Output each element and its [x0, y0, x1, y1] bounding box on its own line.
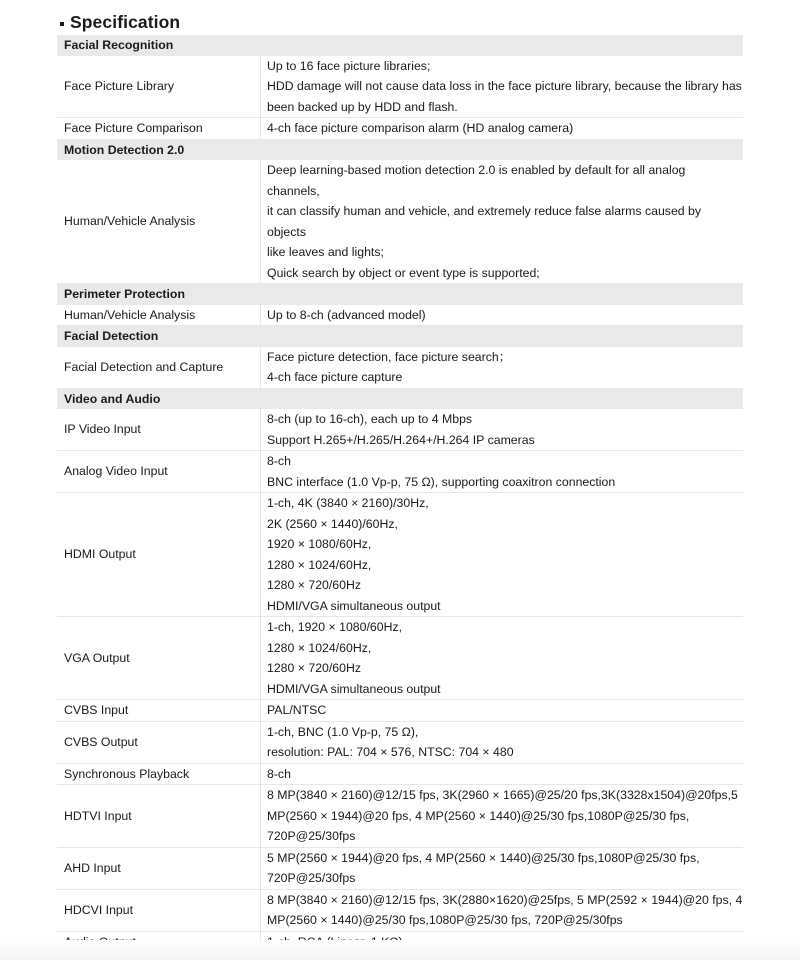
specification-table: [57, 35, 743, 953]
spec-value-line: MP(2560 × 1440)@25/30 fps,1080P@25/30 fps, 720P@25/30fps: [267, 913, 623, 927]
spec-row: [57, 493, 743, 617]
spec-key: Face Picture Library: [57, 56, 261, 118]
spec-value-line: HDMI/VGA simultaneous output: [267, 598, 441, 613]
spec-value-line: been backed up by HDD and flash.: [267, 99, 458, 114]
spec-key: VGA Output: [57, 617, 261, 700]
spec-value-line: Support H.265+/H.265/H.264+/H.264 IP cameras: [267, 432, 535, 447]
spec-key: CVBS Output: [57, 721, 261, 763]
spec-value: [261, 700, 744, 722]
spec-key: Human/Vehicle Analysis: [57, 160, 261, 284]
spec-value: [261, 347, 744, 389]
spec-value-line: 1280 × 720/60Hz: [267, 578, 362, 592]
spec-value-line: Face picture detection, face picture search；: [267, 349, 512, 364]
spec-value: [261, 889, 744, 931]
spec-value: [261, 409, 744, 451]
spec-row: [57, 347, 743, 389]
spec-key: Facial Detection and Capture: [57, 347, 261, 389]
spec-row: [57, 409, 743, 451]
spec-key: IP Video Input: [57, 409, 261, 451]
spec-value-line: 1-ch, 1920 × 1080/60Hz,: [267, 620, 403, 634]
section-header: Facial Detection: [57, 326, 743, 347]
page-title-text: Specification: [70, 12, 181, 32]
spec-value-line: 1920 × 1080/60Hz,: [267, 537, 372, 551]
section-header-row: [57, 35, 743, 56]
spec-value: [261, 763, 744, 785]
spec-value-line: 8 MP(3840 × 2160)@12/15 fps, 3K(2960 × 1665)@25/20 fps,3K(3328x1504)@20fps,5: [267, 788, 738, 802]
spec-value-line: 8-ch (up to 16-ch), each up to 4 Mbps: [267, 412, 473, 426]
spec-row: [57, 160, 743, 284]
spec-value-line: 1-ch, 4K (3840 × 2160)/30Hz,: [267, 496, 429, 510]
spec-key: Human/Vehicle Analysis: [57, 305, 261, 326]
spec-value-line: Up to 8-ch (advanced model): [267, 307, 426, 322]
section-header-row: [57, 326, 743, 347]
spec-row: [57, 889, 743, 931]
spec-key: CVBS Input: [57, 700, 261, 722]
spec-value-line: 1280 × 720/60Hz: [267, 661, 362, 675]
section-header: Motion Detection 2.0: [57, 139, 743, 160]
section-header: Facial Recognition: [57, 35, 743, 56]
spec-value-line: resolution: PAL: 704 × 576, NTSC: 704 × 480: [267, 745, 514, 759]
spec-value: [261, 721, 744, 763]
spec-value: [261, 160, 744, 284]
spec-value-line: 4-ch face picture comparison alarm (HD analog camera): [267, 121, 574, 135]
spec-key: HDCVI Input: [57, 889, 261, 931]
bottom-fade: [0, 940, 800, 960]
spec-value-line: like leaves and lights;: [267, 245, 384, 259]
spec-value-line: 720P@25/30fps: [267, 871, 356, 885]
section-header: Video and Audio: [57, 388, 743, 409]
spec-row: [57, 451, 743, 493]
spec-row: [57, 56, 743, 118]
spec-value-line: 2K (2560 × 1440)/60Hz,: [267, 516, 398, 531]
spec-value-line: it can classify human and vehicle, and extremely reduce false alarms caused by objects: [267, 204, 702, 239]
spec-key: Analog Video Input: [57, 451, 261, 493]
spec-value: [261, 493, 744, 617]
spec-row: [57, 721, 743, 763]
spec-row: [57, 305, 743, 326]
spec-row: [57, 847, 743, 889]
spec-value: [261, 785, 744, 848]
square-bullet-icon: [60, 22, 64, 26]
spec-value-line: 8 MP(3840 × 2160)@12/15 fps, 3K(2880×1620)@25fps, 5 MP(2592 × 1944)@20 fps, 4: [267, 892, 743, 907]
spec-value: [261, 847, 744, 889]
spec-value-line: PAL/NTSC: [267, 703, 327, 717]
spec-value-line: MP(2560 × 1944)@20 fps, 4 MP(2560 × 1440)@25/30 fps,1080P@25/30 fps,: [267, 808, 690, 823]
spec-row: [57, 700, 743, 722]
spec-value-line: Up to 16 face picture libraries;: [267, 58, 431, 73]
spec-key: Synchronous Playback: [57, 763, 261, 785]
spec-value-line: 5 MP(2560 × 1944)@20 fps, 4 MP(2560 × 1440)@25/30 fps,1080P@25/30 fps,: [267, 850, 700, 865]
spec-value-line: 720P@25/30fps: [267, 829, 356, 843]
spec-value-line: channels,: [267, 183, 320, 198]
spec-value-line: BNC interface (1.0 Vp-p, 75 Ω), supporting coaxitron connection: [267, 474, 616, 489]
spec-value-line: Deep learning-based motion detection 2.0 is enabled by default for all analog: [267, 163, 686, 177]
spec-value-line: 1-ch, BNC (1.0 Vp-p, 75 Ω),: [267, 724, 419, 739]
spec-key: Face Picture Comparison: [57, 118, 261, 140]
spec-value: [261, 118, 744, 140]
spec-key: HDTVI Input: [57, 785, 261, 848]
spec-value-line: 4-ch face picture capture: [267, 370, 403, 384]
spec-value-line: 8-ch: [267, 766, 291, 781]
section-header-row: [57, 388, 743, 409]
spec-value-line: HDD damage will not cause data loss in the face picture library, because the library has: [267, 79, 742, 93]
spec-value: [261, 617, 744, 700]
spec-value: [261, 305, 744, 326]
section-header-row: [57, 139, 743, 160]
spec-value: [261, 56, 744, 118]
spec-key: AHD Input: [57, 847, 261, 889]
spec-value-line: 1280 × 1024/60Hz,: [267, 557, 372, 572]
spec-value-line: 1280 × 1024/60Hz,: [267, 640, 372, 655]
spec-row: [57, 118, 743, 140]
section-header: Perimeter Protection: [57, 284, 743, 305]
spec-value: [261, 451, 744, 493]
section-header-row: [57, 284, 743, 305]
spec-value-line: 8-ch: [267, 454, 291, 468]
spec-row: [57, 785, 743, 848]
page-title: [60, 12, 180, 33]
spec-row: [57, 617, 743, 700]
spec-value-line: Quick search by object or event type is supported;: [267, 265, 540, 280]
spec-key: HDMI Output: [57, 493, 261, 617]
spec-row: [57, 763, 743, 785]
spec-value-line: HDMI/VGA simultaneous output: [267, 681, 441, 696]
